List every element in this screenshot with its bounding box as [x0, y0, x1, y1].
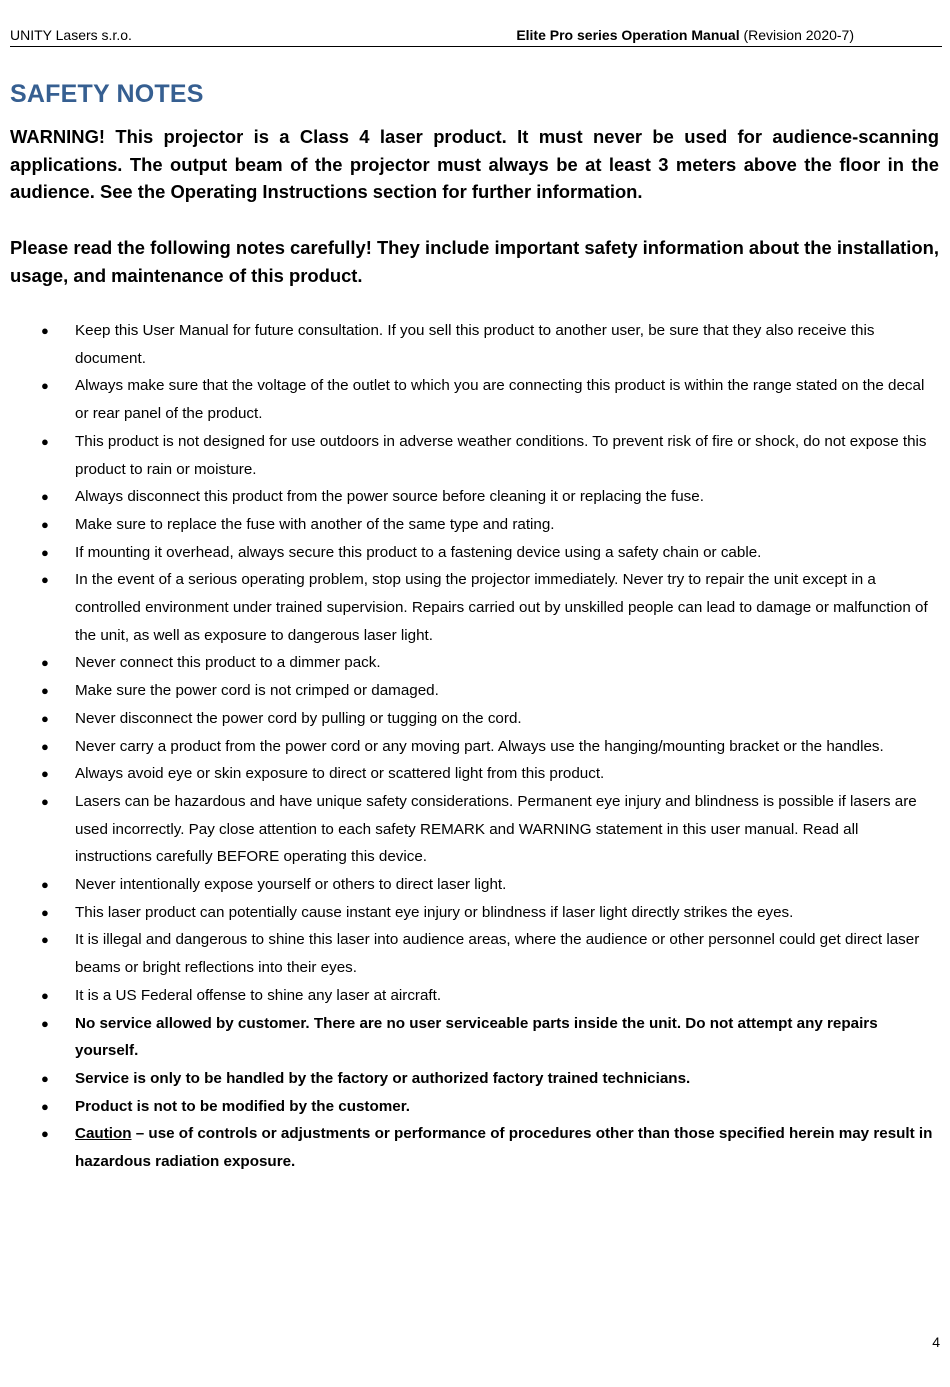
manual-title: Elite Pro series Operation Manual — [516, 27, 740, 43]
note-text: Lasers can be hazardous and have unique safety considerations. Permanent eye injury and blindness is possible if lasers are used incorrectly. Pay close attention to each safety REMARK and WARNING statement in this user manual. Read all instructions carefully BEFORE operating this device. — [75, 792, 917, 866]
bullet-icon: ● — [41, 489, 49, 505]
revision: (Revision 2020-7) — [743, 27, 854, 43]
list-item — [38, 705, 938, 733]
bullet-icon: ● — [41, 572, 49, 588]
bullet-icon: ● — [41, 932, 49, 948]
bullet-icon: ● — [41, 1098, 49, 1114]
note-text: In the event of a serious operating problem, stop using the projector immediately. Never try to repair the unit except in a controlled environment under trained supervision. Repairs carried out by unskilled people can lead to damage or malfunction of the unit, as well as exposure to dangerous laser light. — [75, 571, 928, 644]
note-text: Make sure the power cord is not crimped or damaged. — [75, 682, 439, 700]
bullet-icon: ● — [41, 378, 49, 394]
bullet-icon: ● — [41, 516, 49, 532]
list-item — [38, 926, 938, 981]
note-text: Always avoid eye or skin exposure to direct or scattered light from this product. — [75, 765, 605, 783]
bullet-icon: ● — [41, 904, 49, 920]
bullet-icon: ● — [41, 683, 49, 699]
bullet-icon: ● — [41, 710, 49, 726]
list-item — [38, 788, 938, 871]
note-text: Product is not to be modified by the customer. — [75, 1097, 410, 1115]
list-item — [38, 982, 938, 1010]
bullet-icon: ● — [41, 766, 49, 782]
bullet-icon: ● — [41, 655, 49, 671]
note-text: Never intentionally expose yourself or others to direct laser light. — [75, 876, 507, 894]
note-text: Never carry a product from the power cord or any moving part. Always use the hanging/mounting bracket or the handles. — [75, 737, 884, 755]
note-text: Always make sure that the voltage of the outlet to which you are connecting this product is within the range stated on the decal or rear panel of the product. — [75, 377, 925, 423]
list-item-bold — [38, 1010, 938, 1065]
list-item — [38, 317, 938, 372]
caution-label: Caution — [75, 1125, 132, 1143]
list-item — [38, 733, 938, 761]
manual-title-line — [516, 27, 854, 43]
bullet-icon: ● — [41, 877, 49, 893]
list-item — [38, 649, 938, 677]
list-item — [38, 871, 938, 899]
note-text: Never disconnect the power cord by pulling or tugging on the cord. — [75, 709, 522, 727]
bullet-icon: ● — [41, 544, 49, 560]
note-text: If mounting it overhead, always secure this product to a fastening device using a safety chain or cable. — [75, 543, 762, 561]
notice-paragraph: Please read the following notes carefully! They include important safety information about the installation, usage, and maintenance of this product. — [10, 237, 939, 286]
bullet-icon: ● — [41, 793, 49, 809]
note-text: Always disconnect this product from the power source before cleaning it or replacing the fuse. — [75, 488, 704, 506]
list-item — [38, 511, 938, 539]
caution-item — [38, 1120, 938, 1175]
note-text: This laser product can potentially cause instant eye injury or blindness if laser light directly strikes the eyes. — [75, 903, 794, 921]
safety-notes-list — [38, 317, 938, 1176]
bullet-icon: ● — [41, 1126, 49, 1142]
note-text: Service is only to be handled by the factory or authorized factory trained technicians. — [75, 1069, 691, 1087]
list-item — [38, 760, 938, 788]
warning-paragraph: WARNING! This projector is a Class 4 laser product. It must never be used for audience-scanning applications. The output beam of the projector must always be at least 3 meters above the floor in the audience. See the Operating Instructions section for further information. — [10, 126, 939, 202]
note-text: This product is not designed for use outdoors in adverse weather conditions. To prevent risk of fire or shock, do not expose this product to rain or moisture. — [75, 432, 927, 478]
note-text: No service allowed by customer. There are no user serviceable parts inside the unit. Do not attempt any repairs yourself. — [75, 1014, 878, 1060]
list-item — [38, 428, 938, 483]
note-text: It is illegal and dangerous to shine this laser into audience areas, where the audience or other personnel could get direct laser beams or bright reflections into their eyes. — [75, 931, 920, 977]
list-item-bold — [38, 1093, 938, 1121]
section-title: SAFETY NOTES — [10, 80, 204, 108]
bullet-icon: ● — [41, 1015, 49, 1031]
list-item — [38, 899, 938, 927]
page-header — [10, 26, 942, 47]
note-text: Make sure to replace the fuse with another of the same type and rating. — [75, 515, 555, 533]
list-item — [38, 677, 938, 705]
bullet-icon: ● — [41, 987, 49, 1003]
note-text: Keep this User Manual for future consultation. If you sell this product to another user, be sure that they also receive this document. — [75, 322, 875, 367]
company-name: UNITY Lasers s.r.o. — [10, 27, 132, 43]
note-text: Never connect this product to a dimmer pack. — [75, 654, 381, 672]
note-text: It is a US Federal offense to shine any laser at aircraft. — [75, 986, 442, 1004]
list-item — [38, 566, 938, 649]
list-item — [38, 483, 938, 511]
caution-text: – use of controls or adjustments or performance of procedures other than those specified herein may result in hazardous radiation exposure. — [75, 1125, 933, 1171]
bullet-icon: ● — [41, 1070, 49, 1086]
page-number: 4 — [932, 1334, 940, 1350]
list-item — [38, 539, 938, 567]
bullet-icon: ● — [41, 433, 49, 449]
bullet-icon: ● — [41, 323, 49, 338]
bullet-icon: ● — [41, 738, 49, 754]
list-item — [38, 372, 938, 427]
list-item-bold — [38, 1065, 938, 1093]
